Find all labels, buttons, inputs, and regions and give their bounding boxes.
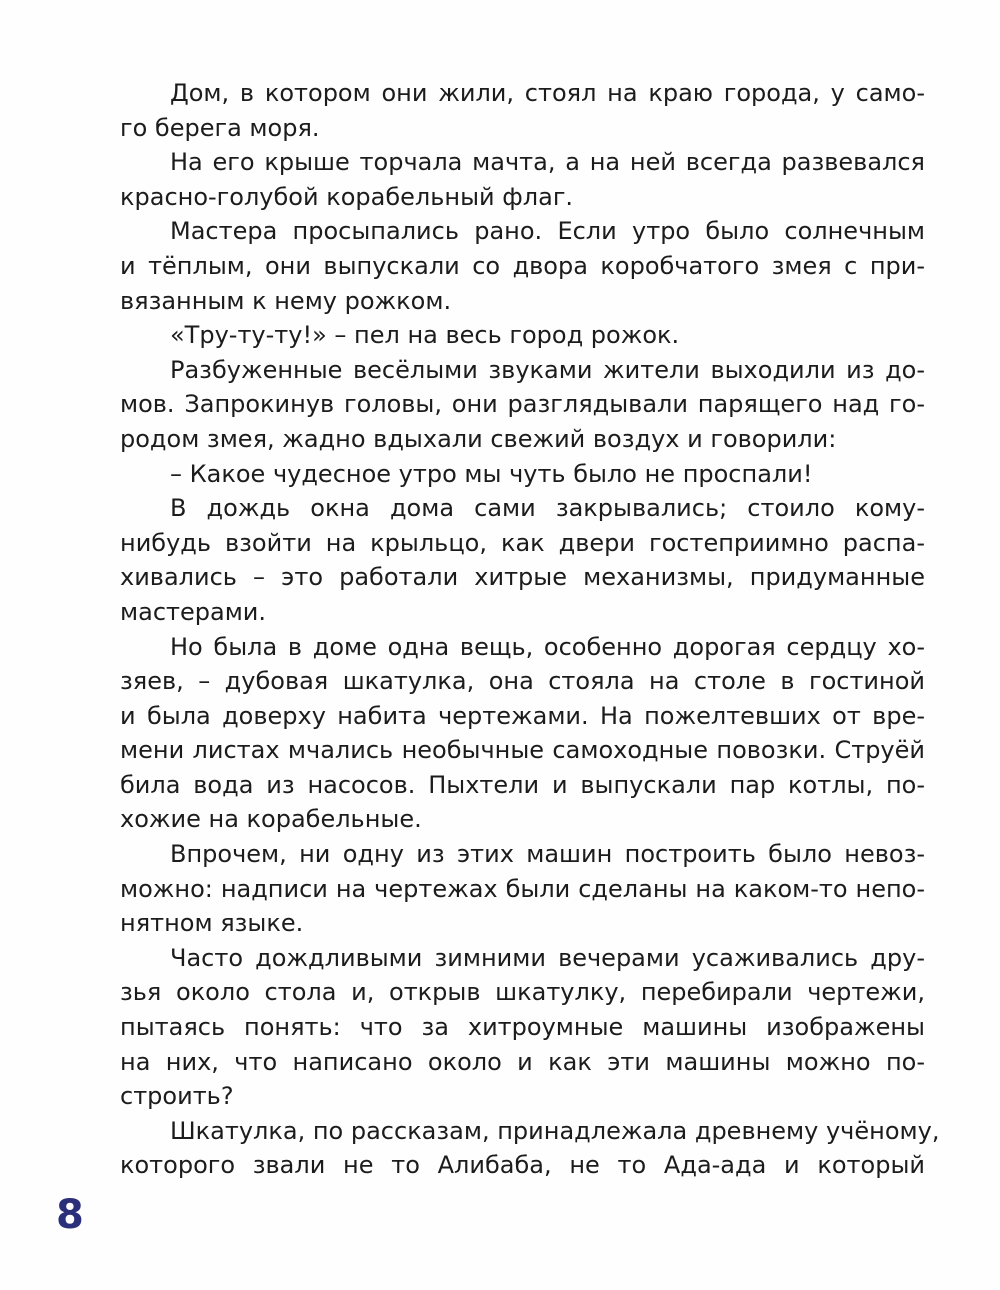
paragraph (120, 76, 925, 145)
paragraph (120, 837, 925, 941)
text-line: мастерами. (120, 597, 267, 626)
text-line: нятном языке. (120, 909, 304, 938)
text-line: Но была в доме одна вещь, особенно дорогая сердцу хо- (170, 632, 925, 661)
text-line: – Какое чудесное утро мы чуть было не проспали! (170, 459, 813, 488)
text-line: пытаясь понять: что за хитроумные машины изображены (120, 1013, 925, 1042)
text-line: На его крыше торчала мачта, а на ней всегда развевался (170, 148, 925, 177)
text-line: Дом, в котором они жили, стоял на краю города, у само- (170, 79, 925, 107)
text-line: В дождь окна дома сами закрывались; стоило кому- (170, 494, 925, 523)
text-line: на них, что написано около и как эти машины можно по- (120, 1047, 925, 1076)
text-line: мени листах мчались необычные самоходные повозки. Струёй (120, 736, 925, 765)
text-line: мов. Запрокинув головы, они разглядывали парящего над го- (120, 390, 925, 419)
paragraph (120, 457, 925, 492)
text-line: Впрочем, ни одну из этих машин построить было невоз- (170, 840, 925, 869)
text-line: хожие на корабельные. (120, 805, 422, 834)
text-line: можно: надписи на чертежах были сделаны на каком-то непо- (120, 874, 925, 903)
text-line: вязанным к нему рожком. (120, 286, 452, 315)
paragraph (120, 491, 925, 629)
text-line: Часто дождливыми зимними вечерами усаживались дру- (170, 943, 925, 972)
paragraph (120, 1114, 940, 1183)
text-line: которого звали не то Алибаба, не то Ада-ада и который (120, 1151, 925, 1180)
paragraph (120, 318, 925, 353)
text-line: и была доверху набита чертежами. На пожелтевших от вре- (120, 701, 925, 730)
body-text (120, 76, 940, 1183)
text-line: нибудь взойти на крыльцо, как двери гостеприимно распа- (120, 528, 925, 557)
text-line: «Тру-ту-ту!» – пел на весь город рожок. (170, 321, 680, 350)
text-line: била вода из насосов. Пыхтели и выпускали пар котлы, по- (120, 770, 925, 799)
text-line: родом змея, жадно вдыхали свежий воздух и говорили: (120, 424, 837, 453)
text-line: Разбуженные весёлыми звуками жители выходили из до- (170, 355, 925, 384)
text-line: зяев, – дубовая шкатулка, она стояла на столе в гостиной (120, 667, 925, 696)
text-line: Мастера просыпались рано. Если утро было солнечным (170, 217, 925, 246)
page-number: 8 (56, 1192, 84, 1238)
paragraph (120, 145, 925, 214)
paragraph (120, 941, 925, 1114)
paragraph (120, 214, 925, 318)
text-line: и тёплым, они выпускали со двора коробчатого змея с при- (120, 251, 925, 280)
text-line: Шкатулка, по рассказам, принадлежала древнему учёному, (170, 1116, 940, 1145)
text-line: строить? (120, 1082, 234, 1111)
paragraph (120, 353, 925, 457)
text-line: красно-голубой корабельный флаг. (120, 182, 574, 211)
text-line: хивались – это работали хитрые механизмы, придуманные (120, 563, 925, 592)
text-line: го берега моря. (120, 113, 320, 142)
text-line: зья около стола и, открыв шкатулку, перебирали чертежи, (120, 978, 925, 1007)
paragraph (120, 630, 925, 838)
